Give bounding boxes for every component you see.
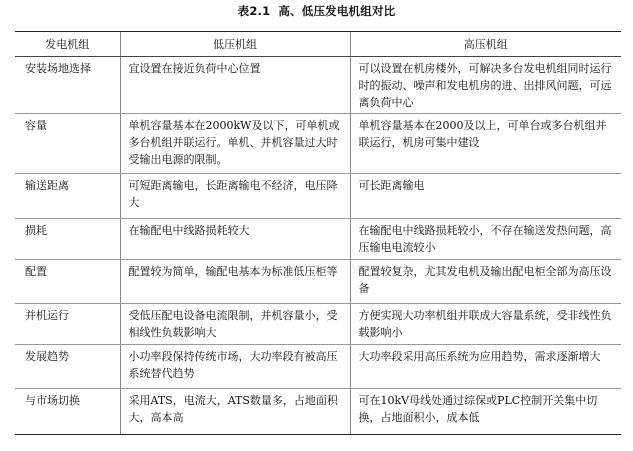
table-row: [15, 389, 621, 435]
table-row: [15, 114, 621, 174]
header-low-voltage: 低压机组: [120, 32, 350, 57]
table-row: [15, 219, 621, 260]
high-voltage-cell: 单机容量基本在2000及以上，可单台或多台机组并联运行，机房可集中建设: [350, 114, 621, 174]
high-voltage-cell: 可以设置在机房楼外，可解决多台发电机组同时运行时的振动、噪声和发电机房的进、出排风问题，可远离负荷中心: [350, 57, 621, 114]
low-voltage-cell: 小功率段保持传统市场，大功率段有被高压系统替代趋势: [120, 345, 350, 389]
table-row: [15, 174, 621, 219]
row-label: 输送距离: [15, 174, 120, 219]
high-voltage-cell: 大功率段采用高压系统为应用趋势，需求逐渐增大: [350, 345, 621, 389]
header-high-voltage: 高压机组: [350, 32, 621, 57]
low-voltage-cell: 配置较为简单，输配电基本为标准低压柜等: [120, 260, 350, 304]
high-voltage-cell: 可长距离输电: [350, 174, 621, 219]
high-voltage-cell: 方便实现大功率机组并联成大容量系统，受非线性负载影响小: [350, 304, 621, 345]
low-voltage-cell: 采用ATS，电流大，ATS数量多，占地面积大，高本高: [120, 389, 350, 435]
header-generator-set: 发电机组: [15, 32, 120, 57]
high-voltage-cell: 可在10kV母线处通过综保或PLC控制开关集中切换，占地面积小，成本低: [350, 389, 621, 435]
row-label: 配置: [15, 260, 120, 304]
high-voltage-cell: 配置较复杂，尤其发电机及输出配电柜全部为高压设备: [350, 260, 621, 304]
table-number: 表2.1: [237, 4, 271, 18]
table-title: 高、低压发电机组对比: [278, 4, 396, 18]
low-voltage-cell: 可短距离输电，长距离输电不经济，电压降大: [120, 174, 350, 219]
row-label: 损耗: [15, 219, 120, 260]
table-row: [15, 345, 621, 389]
row-label: 并机运行: [15, 304, 120, 345]
row-label: 与市场切换: [15, 389, 120, 435]
low-voltage-cell: 单机容量基本在2000kW及以下，可单机或多台机组并联运行。单机、并机容量过大时受输出电源的限制。: [120, 114, 350, 174]
low-voltage-cell: 受低压配电设备电流限制，并机容量小，受相线性负载影响大: [120, 304, 350, 345]
table-caption: [0, 2, 633, 20]
table-row: [15, 304, 621, 345]
row-label: 安装场地选择: [15, 57, 120, 114]
low-voltage-cell: 在输配电中线路损耗较大: [120, 219, 350, 260]
table-row: [15, 260, 621, 304]
table-header-row: [15, 32, 621, 57]
row-label: 容量: [15, 114, 120, 174]
table-row: [15, 57, 621, 114]
high-voltage-cell: 在输配电中线路损耗较小，不存在输送发热问题，高压输电电流较小: [350, 219, 621, 260]
comparison-table: [15, 31, 621, 435]
low-voltage-cell: 宜设置在接近负荷中心位置: [120, 57, 350, 114]
row-label: 发展趋势: [15, 345, 120, 389]
